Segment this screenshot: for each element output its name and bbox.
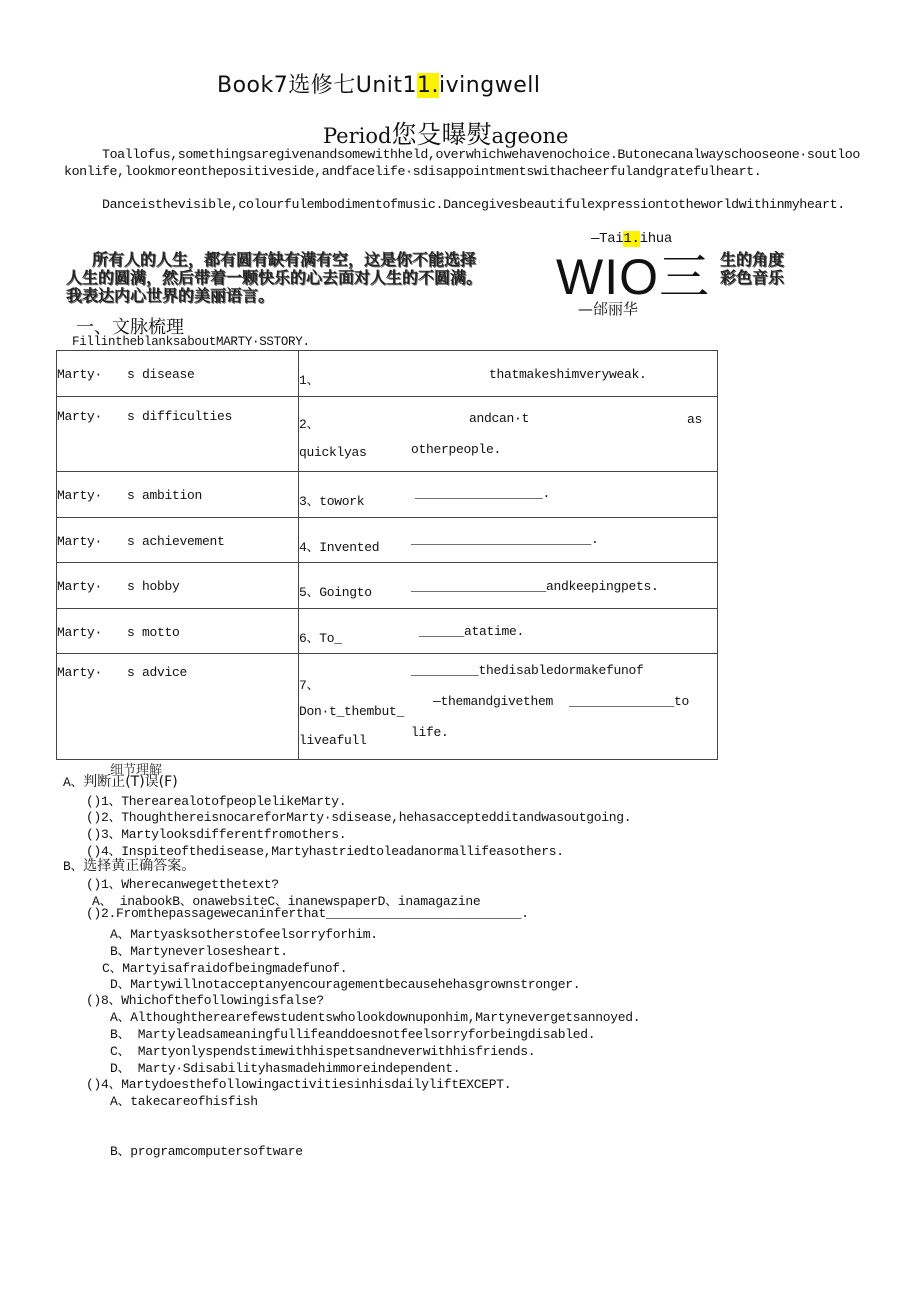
part-b-title: 选择黄正确答案。 xyxy=(83,858,196,874)
question-2-option-b: B、Martyneverlosesheart. xyxy=(110,944,288,959)
title-text-end: ivingwell xyxy=(439,73,541,98)
question-4: ()4、MartydoesthefollowingactivitiesinhisdailyliftEXCEPT. xyxy=(86,1077,512,1092)
question-2: ()2.Fromthepassagewecaninferthat__________________________. xyxy=(86,906,529,921)
true-false-item-4: ()4、Inspiteofthedisease,Martyhastriedtoleadanormallifeasothers. xyxy=(86,844,564,859)
question-3-option-c: C、 Martyonlyspendstimewithhispetsandneverwithhisfriends. xyxy=(110,1044,536,1059)
cn-right-2: 彩色音乐 xyxy=(720,268,785,287)
row-number: 3、towork xyxy=(299,494,365,509)
true-false-item-3: ()3、Martylooksdifferentfromothers. xyxy=(86,827,347,842)
row-label-cell xyxy=(57,397,299,472)
row-text: andcan·t xyxy=(469,411,530,426)
table-row xyxy=(57,518,718,563)
section-heading-outline: 一、文脉梳理 xyxy=(76,317,184,338)
row-text-5: liveafull xyxy=(299,733,367,748)
row-answer-cell[interactable] xyxy=(299,472,718,518)
row-answer-cell[interactable] xyxy=(299,609,718,654)
part-b-heading xyxy=(63,855,195,875)
row-label-a: Marty· xyxy=(57,625,103,640)
row-text: thatmakeshimveryweak. xyxy=(489,367,647,382)
table-row xyxy=(57,563,718,609)
question-4-option-b: B、programcomputersoftware xyxy=(110,1144,303,1159)
question-2-option-c: C、Martyisafraidofbeingmadefunof. xyxy=(102,961,348,976)
row-number: 7、 xyxy=(299,678,320,693)
period-label: Period xyxy=(323,124,392,148)
row-label-b: s hobby xyxy=(127,579,180,594)
row-label-b: s motto xyxy=(127,625,180,640)
cn-line-2: 人生的圆满，然后带着一颗快乐的心去面对人生的不圆满。 xyxy=(66,268,483,287)
row-label-cell xyxy=(57,654,299,760)
table-row xyxy=(57,397,718,472)
row-text: ______atatime. xyxy=(419,624,525,639)
true-false-item-2: ()2、ThoughthereisnocareforMarty·sdisease,hehasacceptedditandwasoutgoing. xyxy=(86,810,632,825)
part-a-title: 判断正(T)误(F) xyxy=(83,774,178,790)
part-a-heading xyxy=(63,771,178,791)
row-text: _________thedisabledormakefunof xyxy=(411,663,644,678)
question-3-option-a: A、Althoughtherearefewstudentswholookdownuponhim,Martynevergetsannoyed. xyxy=(110,1010,641,1025)
table-row xyxy=(57,609,718,654)
question-2-option-a: A、Martyasksotherstofeelsorryforhim. xyxy=(110,927,378,942)
author-post: ihua xyxy=(639,231,673,247)
row-number: 1、 xyxy=(299,373,320,388)
row-text: __________________andkeepingpets. xyxy=(411,579,659,594)
question-2-option-d: D、Martywillnotacceptanyencouragementbecausehehasgrownstronger. xyxy=(110,977,581,992)
cn-right-1: 生的角度 xyxy=(720,250,785,269)
row-text: _________________. xyxy=(415,486,551,501)
row-text-4: otherpeople. xyxy=(411,442,502,457)
question-3: ()8、Whichofthefollowingisfalse? xyxy=(86,993,324,1008)
title-highlight: 1. xyxy=(417,73,440,98)
row-label-a: Marty· xyxy=(57,534,103,549)
row-text-3: ______________to xyxy=(569,694,690,709)
part-a-label: A、 xyxy=(63,775,84,790)
row-label-cell xyxy=(57,472,299,518)
row-label-b: s disease xyxy=(127,367,195,382)
row-answer-cell[interactable] xyxy=(299,654,718,760)
author-pre: —Tai xyxy=(591,231,624,247)
section-instruction: FillintheblanksaboutMARTY·SSTORY. xyxy=(72,335,310,349)
row-label-b: s advice xyxy=(127,665,188,680)
question-1: ()1、Wherecanwegetthetext? xyxy=(86,877,279,892)
story-table xyxy=(56,350,718,760)
row-label-cell xyxy=(57,609,299,654)
row-label-cell xyxy=(57,518,299,563)
title-text: Book7选修七Unit1 xyxy=(217,73,418,98)
row-text-3: quicklyas xyxy=(299,445,367,460)
row-text-2: as xyxy=(687,412,703,427)
row-label-cell xyxy=(57,351,299,397)
row-label-a: Marty· xyxy=(57,579,103,594)
row-number: 5、Goingto xyxy=(299,585,372,600)
row-label-b: s achievement xyxy=(127,534,225,549)
table-row xyxy=(57,654,718,760)
author-highlight: 1. xyxy=(623,231,640,247)
wio-glyphs: WIO三 xyxy=(556,249,710,305)
row-number: 6、To_ xyxy=(299,631,342,646)
question-3-option-b: B、 Martyleadsameaningfullifeanddoesnotfeelsorryforbeingdisabled. xyxy=(110,1027,596,1042)
row-text-6: life. xyxy=(411,725,449,740)
row-answer-cell[interactable] xyxy=(299,397,718,472)
true-false-item-1: ()1、TherearealotofpeoplelikeMarty. xyxy=(86,794,347,809)
author-chinese: —邰丽华 xyxy=(578,300,639,318)
row-label-cell xyxy=(57,563,299,609)
row-text: ________________________. xyxy=(411,532,599,547)
section-heading-detail: 细节理解 xyxy=(110,763,163,778)
table-row xyxy=(57,472,718,518)
row-number: 4、Invented xyxy=(299,540,380,555)
period-cn: 您殳曝熨 xyxy=(391,120,492,149)
row-text-2: —themandgivethem xyxy=(433,694,554,709)
row-label-a: Marty· xyxy=(57,665,103,680)
row-answer-cell[interactable] xyxy=(299,563,718,609)
question-3-option-d: D、 Marty·Sdisabilityhasmadehimmoreindependent. xyxy=(110,1061,461,1076)
table-row xyxy=(57,351,718,397)
document-title xyxy=(217,68,540,99)
row-answer-cell[interactable] xyxy=(299,518,718,563)
part-b-label: B、 xyxy=(63,859,84,874)
question-1-options: A、 inabookB、onawebsiteC、inanewspaperD、inamagazine xyxy=(92,894,481,909)
row-text-4: Don·t_thembut_ xyxy=(299,704,405,719)
row-label-a: Marty· xyxy=(57,488,103,503)
row-label-b: s difficulties xyxy=(127,409,233,424)
intro-paragraph-1: Toallofus,somethingsaregivenandsomewithheld,overwhichwehavenochoice.Butonecanalwayschooseone·soutlookonlife,lookmoreonthepositiveside,andfacelife·sdisappointmentswithacheerfulandgratefulheart. xyxy=(64,147,860,179)
intro-paragraph-2: Danceisthevisible,colourfulembodimentofmusic.Dancegivesbeautifulexpressiontotheworldwithinmyheart. xyxy=(102,197,845,212)
row-answer-cell[interactable] xyxy=(299,351,718,397)
row-number: 2、 xyxy=(299,417,320,432)
row-label-b: s ambition xyxy=(127,488,203,503)
period-end: ageone xyxy=(491,124,569,148)
question-4-option-a: A、takecareofhisfish xyxy=(110,1094,258,1109)
cn-line-3: 我表达内心世界的美丽语言。 xyxy=(66,286,275,305)
row-label-a: Marty· xyxy=(57,367,103,382)
cn-line-1: 所有人的人生，都有圆有缺有满有空，这是你不能选择 xyxy=(92,250,477,269)
row-label-a: Marty· xyxy=(57,409,103,424)
